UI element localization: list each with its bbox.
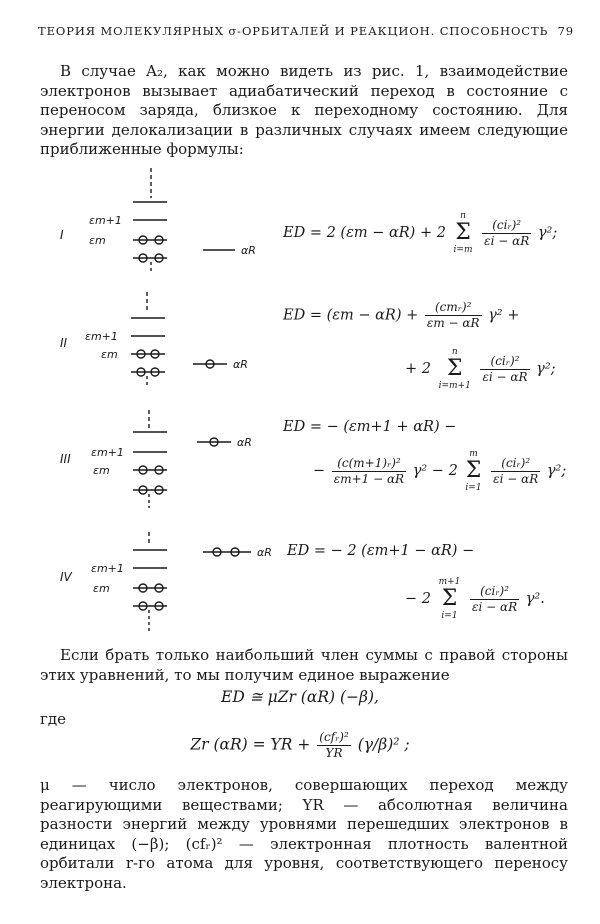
svg-text:εm+1: εm+1: [85, 330, 118, 343]
equation-case-III-line2: − $\frac{\text{(c(m+1)ᵣ)²}}{\varepsilon m+1 - \alpha R}$ γ² − 2 m Σ i=1 $\frac{\text{(ciᵣ)²}}{\varepsilon i - \alpha R}$ γ²;: [313, 449, 567, 493]
orbital-figure: [55, 160, 575, 640]
svg-text:εm: εm: [93, 582, 110, 595]
paragraph-3: μ — число электронов, совершающих переход между реагирующими веществами; YR — абсолютная величина разности энергий между уровнями перешедших электронов в единицах (−β); (cfᵣ)² — электронная плотность валентной орбитали r-го атома для уровня, соответствующего переносу электрона.: [40, 776, 568, 892]
equation-single: ED ≅ μZr (αR) (−β),: [221, 688, 379, 706]
case-label-II: II: [60, 336, 68, 350]
case-label-I: I: [60, 228, 64, 242]
equation-case-II-line2: + 2 n Σ i=m+1 $\frac{\text{(ciᵣ)²}}{\varepsilon i - \alpha R}$ γ²;: [405, 347, 556, 391]
label-eps-m1: εm+1: [89, 214, 122, 227]
label-eps-m: εm: [89, 234, 106, 247]
paragraph-2: Если брать только наибольший член суммы с правой стороны этих уравнений, то мы получим единое выражение: [40, 646, 568, 684]
equation-case-I: ED = 2 (εm − αR) + 2 n Σ i=m $\frac{\text{(ciᵣ)²}}{\varepsilon i - \alpha R}$ γ²;: [283, 211, 558, 255]
running-header: [38, 24, 574, 38]
orbital-level-diagram: [55, 160, 295, 640]
equation-case-III-line1: ED = − (εm+1 + αR) −: [283, 419, 457, 435]
equation-case-II-line1: ED = (εm − αR) + $\frac{\text{(cmᵣ)²}}{\varepsilon m - \alpha R}$ γ² +: [283, 300, 520, 330]
where-label: где: [40, 710, 66, 728]
svg-text:αR: αR: [237, 436, 252, 449]
equation-case-IV-line2: − 2 m+1 Σ i=1 $\frac{\text{(ciᵣ)²}}{\varepsilon i - \alpha R}$ γ².: [405, 577, 545, 621]
equation-z: Zr (αR) = YR + $\frac{\text{(cfᵣ)²}}{YR}$ (γ/β)² ;: [190, 730, 410, 760]
label-alpha-r: αR: [241, 244, 256, 257]
equation-case-IV-line1: ED = − 2 (εm+1 − αR) −: [287, 543, 475, 559]
svg-text:εm: εm: [101, 348, 118, 361]
header-title: ТЕОРИЯ МОЛЕКУЛЯРНЫХ σ-ОРБИТАЛЕЙ И РЕАКЦИОН. СПОСОБНОСТЬ: [38, 24, 549, 38]
svg-text:εm+1: εm+1: [91, 446, 124, 459]
svg-text:εm: εm: [93, 464, 110, 477]
intro-paragraph: В случае A₂, как можно видеть из рис. 1, взаимодействие электронов вызывает адиабатический переход в состояние с переносом заряда, близкое к переходному состоянию. Для энергии делокализации в различных случаях имеем следующие приближенные формулы:: [40, 62, 568, 158]
page-number: 79: [557, 24, 574, 38]
case-label-III: III: [60, 452, 71, 466]
svg-text:εm+1: εm+1: [91, 562, 124, 575]
case-label-IV: IV: [60, 570, 72, 584]
svg-text:αR: αR: [257, 546, 272, 559]
svg-text:αR: αR: [233, 358, 248, 371]
